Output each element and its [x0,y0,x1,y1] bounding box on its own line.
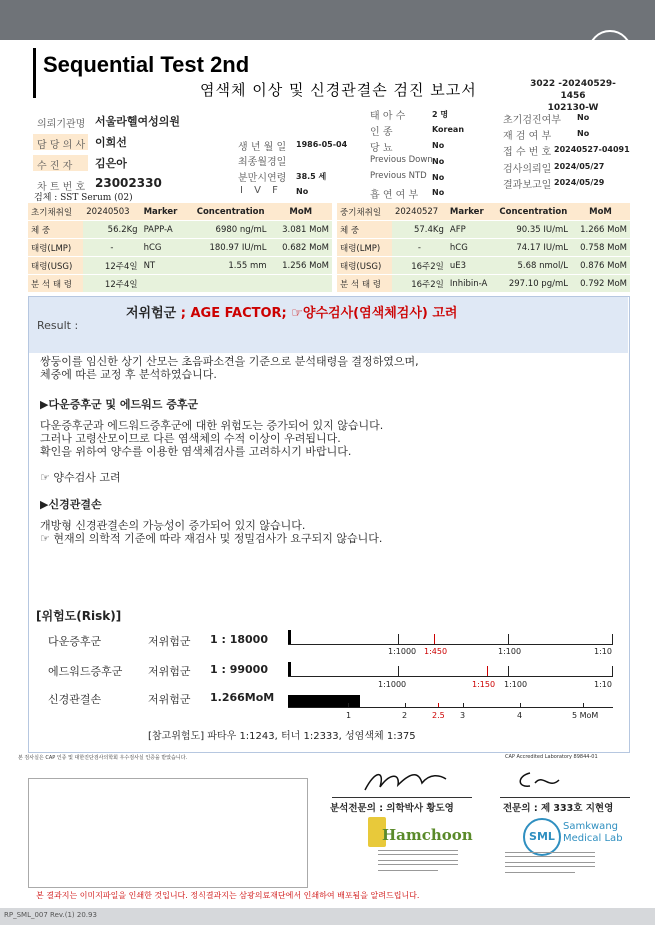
section-ntd: ▶신경관결손 [40,498,102,511]
table-row [337,275,630,293]
down-tick [398,634,399,644]
ntd-tick [405,703,406,707]
ivf-label: I V F [240,185,278,196]
specimen: 검체 : SST Serum (02) [34,193,133,203]
down-tick-cutoff [434,634,435,644]
marker-name: uE3 [447,257,496,275]
result-label: Result : [37,319,79,332]
edwards-tick-label: 1:1000 [378,680,407,689]
edwards-value: 1 : 99000 [210,663,268,676]
edwards-tick [612,666,613,676]
second-usg-value: 16주2일 [392,257,447,275]
down-tick [612,634,613,644]
footer-bar [0,908,655,925]
second-col-marker: Marker [447,203,496,221]
table-row [28,239,332,257]
patient-label: 수 진 자 [37,161,73,172]
text-line: 체중에 따른 교정 후 분석하였습니다. [40,368,217,381]
table-row [28,221,332,239]
memo-box [28,778,308,888]
risk-title: [위험도(Risk)] [36,609,122,623]
second-analysis-value: 16주2일 [392,275,447,293]
fetus-value: 2 명 [432,110,449,119]
table-row [28,257,332,275]
down-level: 저위험군 [148,635,191,648]
ntd-tick [463,703,464,707]
marker-mom: 0.758 MoM [571,239,630,257]
marker-mom: 3.081 MoM [270,221,332,239]
first-date-value: 20240503 [83,203,140,221]
first-exam-value: No [577,113,590,122]
company-name: Samkwang [563,821,618,832]
table-row [28,275,332,293]
request-date-label: 검사의뢰일 [503,164,552,175]
marker-name: NT [141,257,192,275]
specialist-name: 전문의 : 제 333호 지현영 [503,803,614,814]
document-id [518,78,628,114]
marker-conc: 74.17 IU/mL [496,239,571,257]
first-lmp-label: 태령(LMP) [28,239,83,257]
re-exam-label: 재 검 여 부 [503,131,552,142]
edwards-risk-axis [288,676,613,677]
marker-mom: 0.792 MoM [571,275,630,293]
table-row [337,257,630,275]
text-line: 다운증후군과 에드워드증후군에 대한 위험도는 증가되어 있지 않습니다. [40,419,384,432]
ntd-level: 저위험군 [148,693,191,706]
age-value: 38.5 세 [296,172,327,181]
header-band [0,0,655,40]
hamchoon-address [378,860,458,865]
down-name: 다운증후군 [48,635,102,648]
prev-ntd-value: No [432,173,445,182]
result-date-value: 2024/05/29 [554,178,605,187]
text-line: ☞ 현재의 의학적 기준에 따라 재검사 및 정밀검사가 요구되지 않습니다. [40,532,383,545]
second-date-label: 중기채취일 [337,203,392,221]
marker-mom: 1.256 MoM [270,257,332,275]
down-risk-marker [288,630,291,644]
ntd-value: 1.266MoM [210,691,275,704]
text-line: 확인을 위하여 양수를 이용한 염색체검사를 고려하시기 바랍니다. [40,445,352,458]
result-paragraph-1 [40,355,419,381]
marker-conc: 180.97 IU/mL [192,239,270,257]
empty-cell [141,275,192,293]
ntd-axis [288,707,613,708]
second-col-mom: MoM [571,203,630,221]
report-subtitle: 염색체 이상 및 신경관결손 검진 보고서 [200,81,477,99]
marker-name: hCG [141,239,192,257]
second-trimester-table [337,203,630,293]
edwards-tick-label: 1:100 [504,680,528,689]
hamchoon-address [378,850,458,855]
sml-medical-logo-icon: SML [523,818,561,856]
down-tick-label: 1:100 [498,647,522,656]
marker-name: PAPP-A [141,221,192,239]
footer-note: 본 결과지는 이미지파일을 인쇄한 것입니다. 정식결과지는 삼광의료재단에서 인쇄하여 배포됨을 알려드립니다. [36,891,420,900]
lmp-label: 최종월경일 [238,157,287,168]
second-weight-value: 57.4Kg [392,221,447,239]
patient-name: 김은아 [95,157,127,170]
ntd-name: 신경관결손 [48,693,102,706]
diabetes-value: No [432,141,445,150]
second-lmp-label: 태령(LMP) [337,239,392,257]
ntd-tick-label: 5 MoM [572,711,599,720]
text-line: 개방형 신경관결손의 가능성이 증가되어 있지 않습니다. [40,519,306,532]
doctor-label: 담 당 의 사 [37,140,86,151]
marker-name: hCG [447,239,496,257]
edwards-tick [398,666,399,676]
document-id-line1: 3022 -20240529-1456 [530,79,616,101]
second-lmp-value: - [392,239,447,257]
down-tick [508,634,509,644]
first-lmp-value: - [83,239,140,257]
receipt-label: 접 수 번 호 [503,147,552,158]
diabetes-label: 당 뇨 [370,143,393,154]
chart-label: 차 트 번 호 [37,182,86,193]
race-label: 인 종 [370,127,393,138]
reference-risk: [참고위험도] 파타우 1:1243, 터너 1:2333, 성염색체 1:375 [148,731,416,742]
ntd-tick-label-cutoff: 2.5 [432,711,445,720]
empty-cell [192,275,270,293]
analyst-name: 분석전문의 : 의학박사 황도영 [330,803,454,814]
first-weight-value: 56.2Kg [83,221,140,239]
ntd-tick [348,703,349,707]
form-code: RP_SML_007 Rev.(1) 20.93 [4,911,97,919]
result-paragraph-2 [40,419,383,458]
sml-address [505,852,595,857]
first-analysis-label: 분 석 태 령 [28,275,83,293]
first-weight-label: 체 중 [28,221,83,239]
section-down-edwards: ▶다운증후군 및 에드워드 증후군 [40,398,199,411]
down-tick-label: 1:10 [594,647,612,656]
table-row [337,221,630,239]
first-usg-value: 12주4일 [83,257,140,275]
cap-note-right: CAP Accredited Laboratory 89844-01 [505,754,598,760]
first-col-marker: Marker [141,203,192,221]
result-risk-level: 저위험군 [126,306,177,321]
edwards-name: 에드워드증후군 [48,665,123,678]
down-risk-axis [288,644,613,645]
ntd-tick-label: 1 [346,711,352,720]
page-title: Sequential Test 2nd [43,52,250,77]
marker-name: AFP [447,221,496,239]
hamchoon-phone [378,870,438,874]
down-value: 1 : 18000 [210,633,268,646]
sml-medical-logo-text [563,821,623,845]
second-usg-label: 태령(USG) [337,257,392,275]
second-weight-label: 체 중 [337,221,392,239]
smoke-label: 흡 연 여 부 [370,190,419,201]
institution-value: 서울라헬여성의원 [95,115,181,128]
ntd-tick-label: 2 [402,711,408,720]
marker-conc: 1.55 mm [192,257,270,275]
specialist-signature-icon [515,768,565,793]
doctor-value: 이희선 [95,136,127,149]
first-col-conc: Concentration [192,203,270,221]
text-line: 그러나 고령산모이므로 다른 염색체의 수적 이상이 우려됩니다. [40,432,341,445]
ntd-tick-label: 3 [460,711,466,720]
age-label: 분만시연령 [238,173,287,184]
first-analysis-value: 12주4일 [83,275,140,293]
prev-ntd-label: Previous NTD [370,171,427,181]
marker-mom: 1.266 MoM [571,221,630,239]
marker-conc: 5.68 nmol/L [496,257,571,275]
hamchoon-logo-text: Hamchoon [382,826,473,844]
ivf-value: No [296,187,309,196]
edwards-tick-cutoff [487,666,488,676]
result-date-label: 결과보고일 [503,180,552,191]
marker-name: Inhibin-A [447,275,496,293]
table-row [337,239,630,257]
first-date-label: 초기채취일 [28,203,83,221]
dob-value: 1986-05-04 [296,140,348,149]
analyst-signature-icon [360,765,450,795]
receipt-value: 20240527-04091 [554,145,630,154]
ntd-tick [520,703,521,707]
sml-address [505,862,595,867]
company-name-2: Medical Lab [563,833,623,844]
marker-mom: 0.682 MoM [270,239,332,257]
edwards-tick-label: 1:10 [594,680,612,689]
first-usg-label: 태령(USG) [28,257,83,275]
request-date-value: 2024/05/27 [554,162,605,171]
first-exam-label: 초기검진여부 [503,115,561,126]
ntd-tick [583,703,584,707]
result-paragraph-4 [40,519,382,545]
prev-down-label: Previous Down [370,155,433,165]
second-date-value: 20240527 [392,203,447,221]
marker-conc: 297.10 pg/mL [496,275,571,293]
specialist-sign-line [500,797,630,798]
down-tick-label-cutoff: 1:450 [424,647,448,656]
second-col-conc: Concentration [496,203,571,221]
ntd-tick-label: 4 [517,711,523,720]
analyst-sign-line [332,797,472,798]
edwards-tick-label-cutoff: 1:150 [472,680,496,689]
down-tick-label: 1:1000 [388,647,417,656]
edwards-risk-marker [288,662,291,676]
prev-down-value: No [432,157,445,166]
sml-phone [505,872,575,876]
first-col-mom: MoM [270,203,332,221]
text-line: 쌍둥이를 임신한 상기 산모는 초음파소견을 기준으로 분석태령을 결정하였으며, [40,355,419,368]
edwards-tick [508,666,509,676]
marker-conc: 90.35 IU/mL [496,221,571,239]
cap-note-left: 본 검사실은 CAP 인증 및 대한진단검사의학회 우수검사실 인증을 받았습니다. [18,755,188,761]
marker-mom: 0.876 MoM [571,257,630,275]
smoke-value: No [432,188,445,197]
ntd-tick-cutoff [438,703,439,707]
edwards-level: 저위험군 [148,665,191,678]
result-age-factor: ; AGE FACTOR; ☞양수검사(염색체검사) 고려 [180,306,458,321]
dob-label: 생 년 월 일 [238,142,287,153]
empty-cell [270,275,332,293]
first-trimester-table [28,203,332,293]
institution-label: 의뢰기관명 [37,119,86,130]
second-analysis-label: 분 석 태 령 [337,275,392,293]
amnio-recommendation: ☞ 양수검사 고려 [40,471,121,484]
chart-number: 23002330 [95,176,162,190]
marker-conc: 6980 ng/mL [192,221,270,239]
race-value: Korean [432,125,465,134]
document-id-line2: 102130-W [547,103,599,113]
fetus-label: 태 아 수 [370,111,406,122]
ntd-mom-bar [288,695,360,707]
result-summary [126,302,457,321]
re-exam-value: No [577,129,590,138]
